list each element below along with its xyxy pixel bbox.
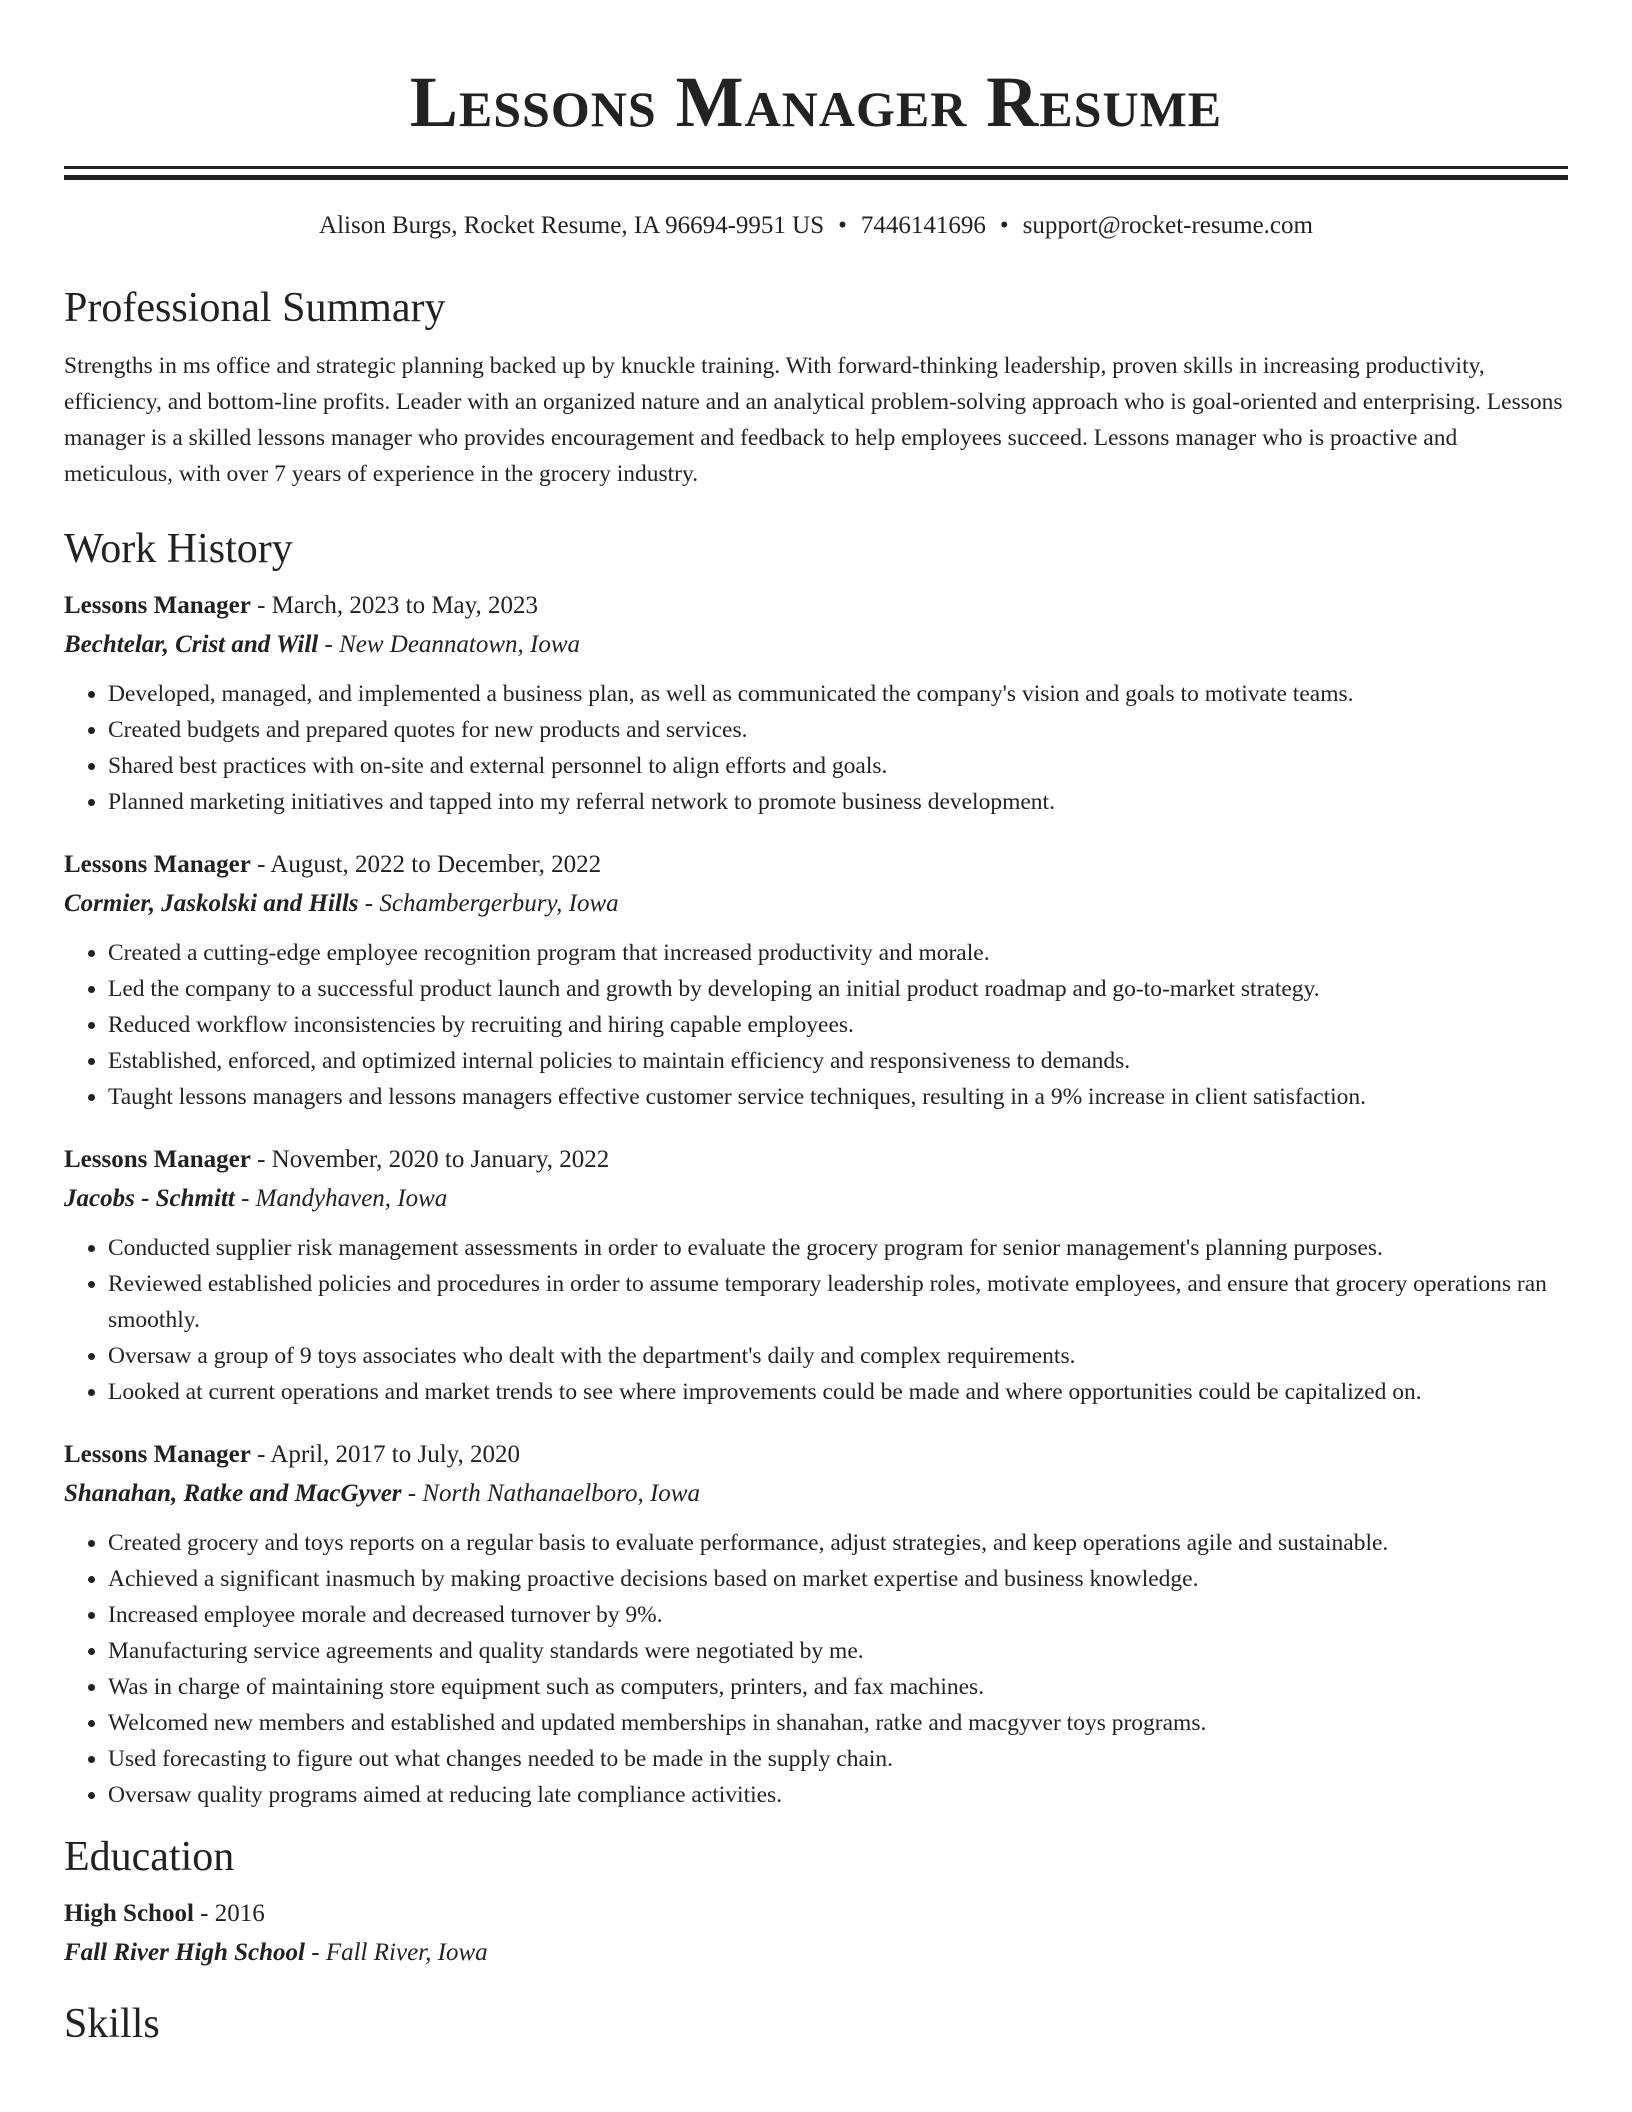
contact-separator: • xyxy=(838,212,847,239)
job-location: Schambergerbury, Iowa xyxy=(379,890,619,917)
job-company: Jacobs - Schmitt xyxy=(64,1185,235,1212)
job-dates: April, 2017 to July, 2020 xyxy=(270,1441,521,1468)
section-heading-work-history: Work History xyxy=(64,526,293,572)
contact-separator: • xyxy=(999,212,1009,239)
title-rule-top xyxy=(64,166,1568,169)
work-history-list xyxy=(64,587,1568,1813)
job-bullet: • Planned marketing initiatives and tapped into my referral network to promote business development. xyxy=(108,784,1568,820)
job-bullet: • Oversaw a group of 9 toys associates who dealt with the department's daily and complex requirements. xyxy=(108,1338,1568,1374)
job-entry xyxy=(64,1141,1568,1410)
job-bullet-list xyxy=(64,1230,1568,1410)
resume-title: Lessons Manager Resume xyxy=(409,62,1223,142)
job-entry xyxy=(64,1436,1568,1813)
job-title-line: Lessons Manager - August, 2022 to December, 2022 xyxy=(64,851,602,878)
job-location: New Deannatown, Iowa xyxy=(339,631,581,658)
education-school: Fall River High School xyxy=(64,1939,306,1966)
education-year: 2016 xyxy=(214,1900,265,1927)
job-company-line: Shanahan, Ratke and MacGyver - North Nathanaelboro, Iowa xyxy=(64,1480,700,1507)
job-bullet: • Taught lessons managers and lessons managers effective customer service techniques, resulting in a 9% increase in client satisfaction. xyxy=(108,1079,1568,1115)
job-bullet: • Achieved a significant inasmuch by making proactive decisions based on market expertise and business knowledge. xyxy=(108,1561,1568,1597)
job-bullet: • Used forecasting to figure out what changes needed to be made in the supply chain. xyxy=(108,1741,1568,1777)
section-heading-skills: Skills xyxy=(64,2001,160,2047)
job-bullet: • Created grocery and toys reports on a regular basis to evaluate performance, adjust strategies, and keep operations agile and sustainable. xyxy=(108,1525,1568,1561)
job-bullet: • Reviewed established policies and procedures in order to assume temporary leadership roles, motivate employees, and ensure that grocery operations ran smoothly. xyxy=(108,1266,1568,1338)
education-location: Fall River, Iowa xyxy=(325,1939,488,1966)
job-role: Lessons Manager xyxy=(64,1441,251,1468)
job-bullet: • Manufacturing service agreements and quality standards were negotiated by me. xyxy=(108,1633,1568,1669)
education-entry xyxy=(64,1895,1568,1973)
job-bullet: • Established, enforced, and optimized internal policies to maintain efficiency and responsiveness to demands. xyxy=(108,1043,1568,1079)
job-bullet: • Conducted supplier risk management assessments in order to evaluate the grocery program for senior management's planning purposes. xyxy=(108,1230,1568,1266)
job-bullet: • Shared best practices with on-site and external personnel to align efforts and goals. xyxy=(108,748,1568,784)
job-company-line: Jacobs - Schmitt - Mandyhaven, Iowa xyxy=(64,1185,448,1212)
job-bullet: • Oversaw quality programs aimed at reducing late compliance activities. xyxy=(108,1777,1568,1813)
job-bullet: • Reduced workflow inconsistencies by recruiting and hiring capable employees. xyxy=(108,1007,1568,1043)
job-company: Shanahan, Ratke and MacGyver xyxy=(64,1480,402,1507)
education-degree-line: High School - 2016 xyxy=(64,1900,265,1927)
job-role: Lessons Manager xyxy=(64,592,251,619)
job-bullet: • Welcomed new members and established and updated memberships in shanahan, ratke and macgyver toys programs. xyxy=(108,1705,1568,1741)
contact-phone: 7446141696 xyxy=(860,212,986,239)
job-bullet: • Led the company to a successful product launch and growth by developing an initial product roadmap and go-to-market strategy. xyxy=(108,971,1568,1007)
education-degree: High School xyxy=(64,1900,194,1927)
job-title-line: Lessons Manager - March, 2023 to May, 2023 xyxy=(64,592,539,619)
title-rule-bottom xyxy=(64,175,1568,180)
job-location: North Nathanaelboro, Iowa xyxy=(422,1480,700,1507)
job-title-line: Lessons Manager - November, 2020 to January, 2022 xyxy=(64,1146,610,1173)
job-location: Mandyhaven, Iowa xyxy=(255,1185,448,1212)
section-heading-summary: Professional Summary xyxy=(64,285,446,331)
job-role: Lessons Manager xyxy=(64,851,251,878)
job-entry xyxy=(64,587,1568,820)
job-bullet: • Developed, managed, and implemented a business plan, as well as communicated the company's vision and goals to motivate teams. xyxy=(108,676,1568,712)
education-school-line: Fall River High School - Fall River, Iowa xyxy=(64,1939,488,1966)
section-heading-education: Education xyxy=(64,1834,235,1880)
job-company: Bechtelar, Crist and Will xyxy=(64,631,319,658)
job-bullet: • Was in charge of maintaining store equipment such as computers, printers, and fax machines. xyxy=(108,1669,1568,1705)
contact-line xyxy=(64,209,1568,243)
job-entry xyxy=(64,846,1568,1115)
job-bullet-list xyxy=(64,935,1568,1115)
contact-email: support@rocket-resume.com xyxy=(1022,212,1313,239)
job-bullet: • Created budgets and prepared quotes for new products and services. xyxy=(108,712,1568,748)
job-bullet: • Increased employee morale and decreased turnover by 9%. xyxy=(108,1597,1568,1633)
job-bullet: • Created a cutting-edge employee recognition program that increased productivity and morale. xyxy=(108,935,1568,971)
job-company-line: Cormier, Jaskolski and Hills - Schambergerbury, Iowa xyxy=(64,890,619,917)
job-role: Lessons Manager xyxy=(64,1146,251,1173)
job-company-line: Bechtelar, Crist and Will - New Deannatown, Iowa xyxy=(64,631,581,658)
job-title-line: Lessons Manager - April, 2017 to July, 2020 xyxy=(64,1441,521,1468)
contact-address: Alison Burgs, Rocket Resume, IA 96694-9951 US xyxy=(319,212,825,239)
job-bullet: • Looked at current operations and market trends to see where improvements could be made and where opportunities could be capitalized on. xyxy=(108,1374,1568,1410)
job-dates: August, 2022 to December, 2022 xyxy=(270,851,602,878)
job-dates: March, 2023 to May, 2023 xyxy=(271,592,539,619)
job-bullet-list xyxy=(64,676,1568,820)
job-bullet-list xyxy=(64,1525,1568,1813)
summary-text: Strengths in ms office and strategic planning backed up by knuckle training. With forward-thinking leadership, proven skills in increasing productivity, efficiency, and bottom-line profits. Leader with an organized nature and an analytical problem-solving approach who is goal-oriented and enterprising. Lessons manager is a skilled lessons manager who provides encouragement and feedback to help employees succeed. Lessons manager who is proactive and meticulous, with over 7 years of experience in the grocery industry. xyxy=(64,353,1563,487)
job-dates: November, 2020 to January, 2022 xyxy=(271,1146,610,1173)
job-company: Cormier, Jaskolski and Hills xyxy=(64,890,359,917)
